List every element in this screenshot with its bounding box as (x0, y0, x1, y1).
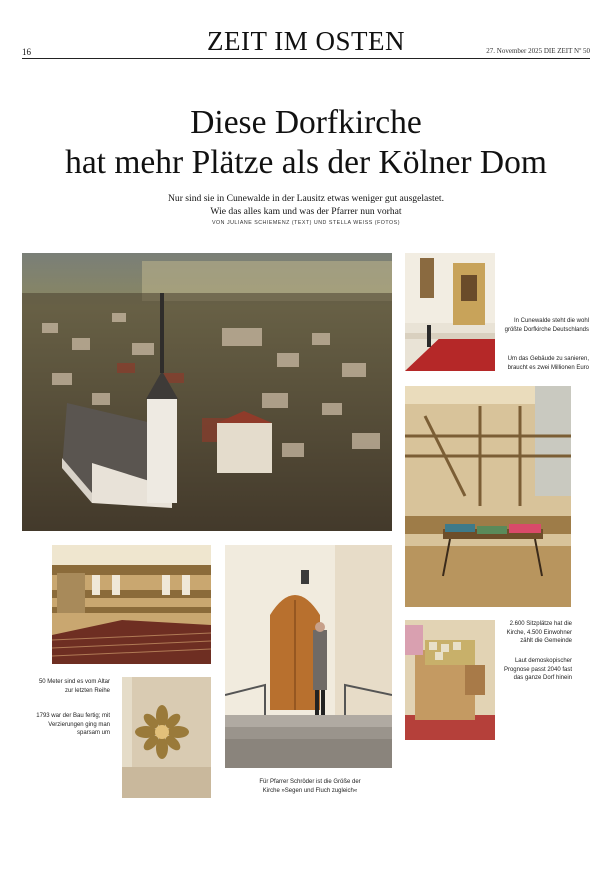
altar-photo (405, 253, 495, 371)
caption-bench-1: 2.600 Sitzplätze hat die Kirche, 4.500 Einwohner zählt die Gemeinde (506, 621, 572, 644)
rosette-ornament-photo (122, 677, 211, 798)
page-number: 16 (22, 47, 31, 57)
caption-altar-1: In Cunewalde steht die wohl größte Dorfkirche Deutschlands (504, 318, 589, 333)
church-door-photo (225, 545, 392, 768)
cushions-bench-photo (405, 620, 495, 740)
caption-altar-2: Um das Gebäude zu sanieren, braucht es zwei Millionen Euro (507, 356, 589, 371)
dek (0, 193, 612, 218)
section-title: ZEIT IM OSTEN (207, 26, 405, 56)
byline: VON JULIANE SCHIEMENZ (TEXT) UND STELLA WEISS (FOTOS) (212, 220, 400, 226)
headline (0, 103, 612, 183)
caption-interior-1: 50 Meter sind es vom Altar zur letzten Reihe (38, 679, 110, 694)
caption-interior-2: 1793 war der Bau fertig; mit Verzierungen ging man sparsam um (36, 713, 110, 736)
dek-line-1: Nur sind sie in Cunewalde in der Lausitz etwas weniger gut ausgelastet. (167, 193, 444, 204)
issue-date: 27. November 2025 DIE ZEIT Nº 50 (486, 47, 590, 55)
caption-door: Für Pfarrer Schröder ist die Größe der Kirche »Segen und Fluch zugleich« (259, 779, 361, 794)
header-rule (22, 58, 590, 59)
headline-line-2: hat mehr Plätze als der Kölner Dom (65, 144, 547, 181)
dek-line-2: Wie das alles kam und was der Pfarrer nun vorhat (210, 205, 402, 217)
caption-bench-2: Laut demoskopischer Prognose passt 2040 fast das ganze Dorf hinein (503, 658, 572, 681)
aerial-church-photo (22, 253, 392, 531)
pews-photo (405, 386, 571, 607)
church-interior-photo (52, 545, 211, 664)
headline-line-1: Diese Dorfkirche (190, 104, 422, 141)
